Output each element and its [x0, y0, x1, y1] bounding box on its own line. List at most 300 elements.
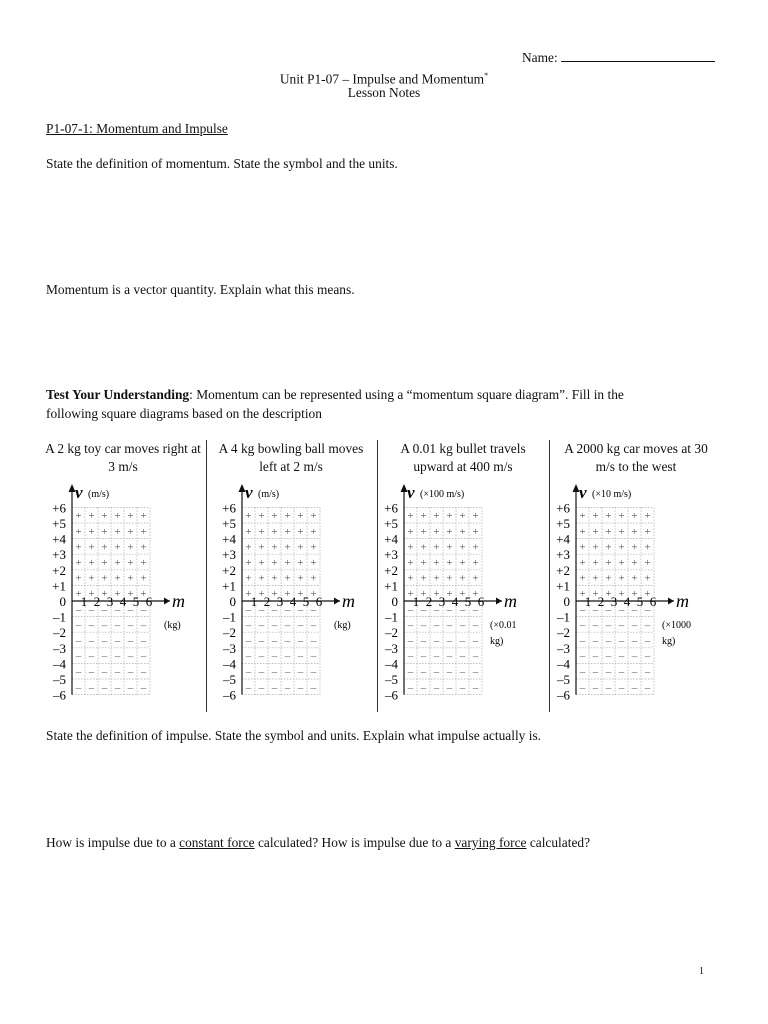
unit-title: Unit P1-07 – Impulse and Momentum* [279, 71, 489, 87]
plus-mark: + [101, 541, 108, 554]
minus-mark: – [618, 635, 625, 647]
minus-mark: – [245, 666, 252, 679]
minus-mark: – [472, 681, 479, 694]
plus-mark: + [605, 525, 612, 538]
v-tick-label: +6 [52, 500, 66, 516]
plus-mark: + [101, 588, 108, 601]
plus-mark: + [420, 541, 427, 554]
minus-mark: – [258, 635, 265, 647]
m-tick-label: 1 [584, 594, 592, 609]
v-tick-label: –2 [53, 625, 66, 641]
plus-mark: + [140, 557, 147, 569]
minus-mark: – [446, 635, 453, 647]
minus-mark: – [310, 681, 317, 694]
minus-mark: – [88, 603, 95, 616]
minus-mark: – [101, 603, 108, 616]
minus-mark: – [592, 635, 599, 647]
minus-mark: – [420, 650, 427, 663]
minus-mark: – [127, 635, 134, 647]
minus-mark: – [433, 666, 440, 679]
plus-mark: + [579, 572, 586, 585]
minus-mark: – [297, 650, 304, 663]
plus-mark: + [258, 588, 265, 601]
plus-mark: + [446, 572, 453, 585]
v-tick-label: 0 [59, 594, 66, 609]
minus-mark: – [407, 666, 414, 679]
plus-mark: + [101, 510, 108, 523]
minus-mark: – [297, 635, 304, 647]
minus-mark: – [88, 619, 95, 632]
minus-mark: – [258, 619, 265, 632]
plus-mark: + [605, 510, 612, 523]
minus-mark: – [592, 650, 599, 663]
varying-force-term: varying force [454, 835, 527, 850]
plus-mark: + [258, 572, 265, 585]
m-tick-label: 3 [438, 594, 446, 609]
minus-mark: – [271, 650, 278, 663]
v-tick-label: +3 [222, 547, 236, 563]
test-text: : Momentum can be represented using a “momentum square diagram”. Fill in the [189, 387, 624, 402]
minus-mark: – [310, 635, 317, 647]
minus-mark: – [579, 635, 586, 647]
minus-mark: – [446, 650, 453, 663]
minus-mark: – [297, 681, 304, 694]
v-tick-label: +6 [222, 500, 236, 516]
plus-mark: + [472, 541, 479, 554]
minus-mark: – [310, 603, 317, 616]
minus-mark: – [631, 650, 638, 663]
m-tick-label: 4 [451, 594, 459, 609]
plus-mark: + [101, 572, 108, 585]
minus-mark: – [127, 650, 134, 663]
plus-mark: + [446, 525, 453, 538]
plus-mark: + [258, 557, 265, 569]
minus-mark: – [297, 603, 304, 616]
v-tick-label: +1 [556, 578, 570, 594]
v-tick-label: +4 [222, 531, 236, 547]
plus-mark: + [127, 541, 134, 554]
minus-mark: – [284, 619, 291, 632]
plus-mark: + [631, 557, 638, 569]
plus-mark: + [407, 510, 414, 523]
minus-mark: – [271, 666, 278, 679]
plus-mark: + [75, 557, 82, 569]
plus-mark: + [75, 572, 82, 585]
minus-mark: – [446, 619, 453, 632]
minus-mark: – [472, 619, 479, 632]
v-tick-label: –3 [223, 640, 236, 656]
plus-mark: + [140, 525, 147, 538]
plus-mark: + [407, 557, 414, 569]
m-tick-label: 3 [106, 594, 114, 609]
minus-mark: – [271, 619, 278, 632]
minus-mark: – [420, 666, 427, 679]
minus-mark: – [644, 681, 651, 694]
plus-mark: + [127, 572, 134, 585]
v-tick-label: +6 [556, 500, 570, 516]
minus-mark: – [258, 681, 265, 694]
minus-mark: – [101, 619, 108, 632]
plus-mark: + [271, 525, 278, 538]
v-tick-label: –4 [385, 656, 398, 672]
plus-mark: + [284, 541, 291, 554]
plus-mark: + [618, 557, 625, 569]
name-label: Name: [522, 50, 558, 65]
plus-mark: + [459, 541, 466, 554]
m-tick-label: 2 [425, 594, 433, 609]
minus-mark: – [420, 681, 427, 694]
plus-mark: + [579, 541, 586, 554]
minus-mark: – [245, 619, 252, 632]
v-unit-label: (×10 m/s) [592, 489, 632, 500]
plus-mark: + [433, 541, 440, 554]
plus-mark: + [75, 541, 82, 554]
minus-mark: – [88, 666, 95, 679]
minus-mark: – [446, 681, 453, 694]
plus-mark: + [271, 588, 278, 601]
plus-mark: + [258, 525, 265, 538]
plus-mark: + [114, 541, 121, 554]
v-tick-label: –6 [385, 687, 398, 703]
v-tick-label: –6 [223, 687, 236, 703]
plus-mark: + [472, 525, 479, 538]
minus-mark: – [605, 635, 612, 647]
v-tick-label: –4 [557, 656, 570, 672]
minus-mark: – [114, 650, 121, 663]
v-tick-label: –3 [53, 640, 66, 656]
v-tick-label: –5 [385, 672, 398, 687]
minus-mark: – [75, 603, 82, 616]
plus-mark: + [140, 572, 147, 585]
plus-mark: + [75, 510, 82, 523]
minus-mark: – [114, 681, 121, 694]
plus-mark: + [407, 541, 414, 554]
v-tick-label: –5 [557, 672, 570, 687]
v-unit-label: (×100 m/s) [420, 489, 465, 500]
plus-mark: + [446, 510, 453, 523]
minus-mark: – [114, 635, 121, 647]
plus-mark: + [407, 572, 414, 585]
v-unit-label: (m/s) [258, 489, 280, 500]
plus-mark: + [297, 510, 304, 523]
minus-mark: – [127, 681, 134, 694]
minus-mark: – [592, 666, 599, 679]
minus-mark: – [284, 603, 291, 616]
m-tick-label: 1 [250, 594, 258, 609]
plus-mark: + [297, 541, 304, 554]
m-tick-label: 2 [597, 594, 605, 609]
plus-mark: + [140, 510, 147, 523]
plus-mark: + [446, 588, 453, 601]
plus-mark: + [88, 557, 95, 569]
m-unit-label: (kg) [164, 620, 181, 631]
minus-mark: – [140, 650, 147, 663]
plus-mark: + [310, 541, 317, 554]
minus-mark: – [140, 603, 147, 616]
constant-force-term: constant force [179, 835, 255, 850]
plus-mark: + [114, 557, 121, 569]
minus-mark: – [579, 681, 586, 694]
minus-mark: – [127, 619, 134, 632]
plus-mark: + [258, 510, 265, 523]
plus-mark: + [271, 510, 278, 523]
question-momentum-definition: State the definition of momentum. State the symbol and the units. [46, 156, 398, 171]
v-tick-label: 0 [229, 594, 236, 609]
plus-mark: + [127, 510, 134, 523]
plus-mark: + [75, 525, 82, 538]
minus-mark: – [618, 603, 625, 616]
minus-mark: – [310, 650, 317, 663]
minus-mark: – [420, 619, 427, 632]
plus-mark: + [310, 572, 317, 585]
minus-mark: – [245, 650, 252, 663]
plus-mark: + [644, 525, 651, 538]
plus-mark: + [472, 510, 479, 523]
diagram-title-1: A 2 kg toy car moves right at 3 m/s [45, 441, 201, 474]
plus-mark: + [245, 541, 252, 554]
minus-mark: – [75, 650, 82, 663]
plus-mark: + [310, 510, 317, 523]
minus-mark: – [297, 619, 304, 632]
v-tick-label: +3 [52, 547, 66, 563]
minus-mark: – [644, 603, 651, 616]
plus-mark: + [618, 588, 625, 601]
minus-mark: – [245, 681, 252, 694]
minus-mark: – [297, 666, 304, 679]
plus-mark: + [284, 557, 291, 569]
minus-mark: – [592, 603, 599, 616]
plus-mark: + [114, 525, 121, 538]
m-tick-label: 3 [276, 594, 284, 609]
plus-mark: + [631, 572, 638, 585]
minus-mark: – [75, 666, 82, 679]
test-understanding-line1 [46, 386, 624, 403]
plus-mark: + [114, 510, 121, 523]
v-tick-label: –1 [53, 609, 66, 625]
plus-mark: + [592, 572, 599, 585]
plus-mark: + [75, 588, 82, 601]
plus-mark: + [245, 588, 252, 601]
plus-mark: + [472, 588, 479, 601]
section-heading: P1-07-1: Momentum and Impulse [46, 121, 228, 136]
minus-mark: – [433, 635, 440, 647]
minus-mark: – [472, 603, 479, 616]
minus-mark: – [284, 681, 291, 694]
v-tick-label: +2 [384, 562, 398, 578]
plus-mark: + [88, 525, 95, 538]
minus-mark: – [140, 635, 147, 647]
v-tick-label: –1 [223, 609, 236, 625]
plus-mark: + [579, 557, 586, 569]
m-unit-label: (×1000 [662, 620, 691, 631]
plus-mark: + [310, 557, 317, 569]
minus-mark: – [88, 635, 95, 647]
plus-mark: + [631, 541, 638, 554]
m-tick-label: 6 [649, 594, 657, 609]
m-symbol: m [504, 591, 517, 611]
minus-mark: – [631, 681, 638, 694]
plus-mark: + [618, 541, 625, 554]
v-tick-label: +1 [384, 578, 398, 594]
plus-mark: + [284, 572, 291, 585]
m-tick-label: 4 [623, 594, 631, 609]
m-tick-label: 1 [80, 594, 88, 609]
minus-mark: – [459, 666, 466, 679]
minus-mark: – [127, 666, 134, 679]
plus-mark: + [605, 541, 612, 554]
plus-mark: + [88, 572, 95, 585]
minus-mark: – [605, 681, 612, 694]
minus-mark: – [605, 619, 612, 632]
plus-mark: + [459, 588, 466, 601]
m-symbol: m [676, 591, 689, 611]
plus-mark: + [284, 525, 291, 538]
minus-mark: – [592, 681, 599, 694]
minus-mark: – [472, 635, 479, 647]
minus-mark: – [310, 619, 317, 632]
minus-mark: – [284, 650, 291, 663]
m-tick-label: 5 [636, 594, 644, 609]
minus-mark: – [631, 603, 638, 616]
m-unit-label: kg) [662, 636, 676, 647]
v-tick-label: +1 [222, 578, 236, 594]
plus-mark: + [644, 541, 651, 554]
minus-mark: – [101, 635, 108, 647]
minus-mark: – [644, 666, 651, 679]
plus-mark: + [140, 541, 147, 554]
minus-mark: – [88, 681, 95, 694]
v-tick-label: –1 [557, 609, 570, 625]
minus-mark: – [101, 681, 108, 694]
minus-mark: – [605, 603, 612, 616]
plus-mark: + [644, 557, 651, 569]
plus-mark: + [271, 572, 278, 585]
v-tick-label: –5 [223, 672, 236, 687]
plus-mark: + [592, 557, 599, 569]
question-impulse-calculation: How is impulse due to a constant force calculated? How is impulse due to a varying force calculated? [46, 835, 591, 850]
question-impulse-definition: State the definition of impulse. State the symbol and units. Explain what impulse actually is. [46, 728, 542, 743]
plus-mark: + [127, 525, 134, 538]
minus-mark: – [284, 666, 291, 679]
minus-mark: – [140, 666, 147, 679]
plus-mark: + [472, 572, 479, 585]
minus-mark: – [75, 635, 82, 647]
minus-mark: – [579, 650, 586, 663]
minus-mark: – [459, 681, 466, 694]
plus-mark: + [284, 588, 291, 601]
plus-mark: + [618, 510, 625, 523]
plus-mark: + [459, 572, 466, 585]
m-tick-label: 2 [93, 594, 101, 609]
plus-mark: + [310, 588, 317, 601]
minus-mark: – [618, 619, 625, 632]
m-unit-label: (×0.01 [490, 620, 517, 631]
minus-mark: – [579, 603, 586, 616]
m-tick-label: 2 [263, 594, 271, 609]
minus-mark: – [472, 666, 479, 679]
m-tick-label: 3 [610, 594, 618, 609]
unit-title-mark: * [484, 71, 489, 80]
plus-mark: + [114, 572, 121, 585]
minus-mark: – [631, 619, 638, 632]
v-tick-label: –3 [557, 640, 570, 656]
v-symbol: v [245, 484, 253, 502]
m-axis-arrowhead [668, 598, 674, 605]
v-tick-label: –5 [53, 672, 66, 687]
minus-mark: – [446, 666, 453, 679]
v-tick-label: +5 [384, 516, 398, 531]
v-tick-label: +3 [384, 547, 398, 563]
minus-mark: – [88, 650, 95, 663]
plus-mark: + [472, 557, 479, 569]
plus-mark: + [407, 588, 414, 601]
minus-mark: – [605, 650, 612, 663]
minus-mark: – [618, 681, 625, 694]
minus-mark: – [258, 666, 265, 679]
plus-mark: + [420, 525, 427, 538]
v-symbol: v [579, 484, 587, 502]
minus-mark: – [644, 619, 651, 632]
plus-mark: + [631, 510, 638, 523]
v-tick-label: +5 [52, 516, 66, 531]
minus-mark: – [407, 681, 414, 694]
lesson-subtitle: Lesson Notes [347, 85, 421, 100]
plus-mark: + [433, 557, 440, 569]
plus-mark: + [459, 557, 466, 569]
v-tick-label: +3 [556, 547, 570, 563]
m-tick-label: 4 [119, 594, 127, 609]
minus-mark: – [258, 603, 265, 616]
plus-mark: + [407, 525, 414, 538]
minus-mark: – [271, 681, 278, 694]
m-tick-label: 6 [477, 594, 485, 609]
v-tick-label: –2 [385, 625, 398, 641]
plus-mark: + [127, 588, 134, 601]
plus-mark: + [420, 572, 427, 585]
plus-mark: + [592, 588, 599, 601]
minus-mark: – [459, 650, 466, 663]
v-tick-label: –6 [557, 687, 570, 703]
plus-mark: + [297, 557, 304, 569]
minus-mark: – [407, 650, 414, 663]
m-axis-arrowhead [164, 598, 170, 605]
plus-mark: + [579, 525, 586, 538]
minus-mark: – [433, 650, 440, 663]
plus-mark: + [88, 510, 95, 523]
v-tick-label: –4 [53, 656, 66, 672]
minus-mark: – [140, 681, 147, 694]
plus-mark: + [101, 557, 108, 569]
plus-mark: + [297, 588, 304, 601]
plus-mark: + [644, 572, 651, 585]
test-label: Test Your Understanding [46, 387, 190, 402]
minus-mark: – [407, 635, 414, 647]
m-unit-label: kg) [490, 636, 504, 647]
name-blank-line[interactable] [561, 48, 715, 62]
minus-mark: – [433, 603, 440, 616]
minus-mark: – [459, 619, 466, 632]
m-tick-label: 5 [132, 594, 140, 609]
minus-mark: – [618, 666, 625, 679]
plus-mark: + [592, 525, 599, 538]
minus-mark: – [258, 650, 265, 663]
minus-mark: – [101, 666, 108, 679]
minus-mark: – [459, 635, 466, 647]
m-unit-label: (kg) [334, 620, 351, 631]
minus-mark: – [605, 666, 612, 679]
minus-mark: – [579, 619, 586, 632]
minus-mark: – [101, 650, 108, 663]
